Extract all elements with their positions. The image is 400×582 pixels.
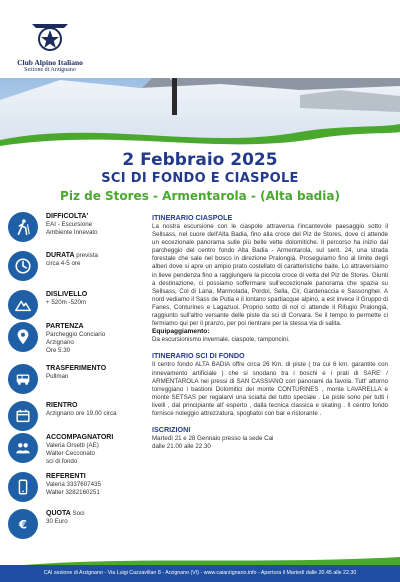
info-departure	[8, 322, 150, 362]
group-icon	[8, 433, 38, 463]
club-section: Sezione di Arzignano	[24, 67, 76, 73]
info-guides	[8, 433, 150, 473]
info-line: circa 4-5 ore	[46, 260, 81, 267]
info-label-suffix: Soci	[70, 510, 85, 517]
info-label-suffix: prevista	[74, 252, 98, 259]
info-text	[46, 402, 150, 418]
description-column	[152, 213, 388, 451]
info-line: Ambiente Innevato	[46, 229, 98, 236]
hiker-icon	[8, 212, 38, 242]
info-label: REFERENTI	[46, 473, 86, 480]
info-text	[46, 434, 150, 466]
svg-text:€: €	[18, 517, 28, 532]
footer-bar	[0, 565, 400, 582]
event-date: 2 Febbraio 2025	[122, 150, 278, 170]
club-name: Club Alpino Italiano	[17, 58, 83, 67]
info-line: Ore 5.30	[46, 347, 71, 354]
info-text	[46, 473, 150, 497]
info-line: Valeria Orsetti (AE)	[46, 442, 99, 449]
title-block	[0, 146, 400, 205]
event-activity: SCI DI FONDO E CIASPOLE	[101, 171, 299, 186]
info-difficulty	[8, 212, 150, 252]
info-text	[46, 365, 150, 381]
info-line: Arzignano ore 19.00 circa	[46, 410, 117, 417]
calendar-icon	[8, 401, 38, 431]
info-transfer	[8, 364, 150, 404]
header	[0, 0, 400, 78]
info-line: Valeria 3337607435	[46, 481, 101, 488]
info-line: Walter Cecconato	[46, 450, 95, 457]
location-pin-icon	[8, 322, 38, 352]
info-line: 30 Euro	[46, 518, 68, 525]
mountain-icon	[8, 290, 38, 320]
info-label: DIFFICOLTA'	[46, 213, 89, 220]
info-line: + 520m -520m	[46, 299, 87, 306]
bus-icon	[8, 364, 38, 394]
info-line: Parcheggio Conciario	[46, 331, 106, 338]
fondo-heading: ITINERARIO SCI DI FONDO	[152, 351, 245, 361]
info-label: RIENTRO	[46, 402, 78, 409]
equipment-label: Equipaggiamento:	[152, 328, 210, 336]
registration-line-2: dalle 21.00 alle 22.30	[152, 443, 211, 451]
fondo-text: Il centro fondo ALTA BADIA offre circa 26 Km. di piste ( tra cui 6 km. garantite con innevamento artificiale ) che si snodano tra i boschi e i prati di SARE' / ARMENTAROLA nei pressi di SAN CASSIANO con panorami da favola. Tutt' attorno torreggiano i bastioni Dolomitici del monte CONTURINES , monte LAVARELLA e monte SETSAS per regalarvi una scialta del tutto speciale . Le piste sono per tutti i livelli , dal principiante all' esperto , dalla tecnica classica e skating . Il centro fondo fornisce noleggio attrezzatura, spogliatoi con bar e ristorante .	[152, 361, 388, 417]
info-duration	[8, 251, 150, 291]
info-line: Walter 3282160251	[46, 489, 100, 496]
equipment-text: Da escursionismo invernale, ciaspole, ramponcini.	[152, 336, 290, 344]
info-text	[46, 291, 150, 307]
info-label: DISLIVELLO	[46, 291, 88, 298]
info-text	[46, 252, 150, 268]
euro-icon	[8, 509, 38, 539]
info-text	[46, 510, 150, 526]
info-line: Pullman	[46, 373, 69, 380]
info-text	[46, 213, 150, 237]
info-label: ACCOMPAGNATORI	[46, 434, 114, 441]
info-fee	[8, 509, 150, 549]
info-line: Arzignano	[46, 339, 74, 346]
info-label: DURATA	[46, 252, 75, 259]
footer-text: CAI sezione di Arzignano - Via Luigi Cazzavillan 8 - Arzignano (VI) - www.caiarzignano.info - Apertura il Martedì dalle 20.45 alle 22.30	[43, 570, 357, 576]
ciaspole-text: La nostra escursione con le ciaspole attraversa l'incantevole paesaggio sotto il Sellsass, nel cuore dell'Alta Badia, fino alla croce del Piz de Stores, dove ci attende un eccezionale panorama sulle più belle vette dolomitiche. Il percorso ha inizio dal parcheggio del centro fondo Alta Badia - Armentarola, sul sent. 24, una strada forestale che sale nel bosco in direzione Pralongià. Proseguiamo fino al limite degli alberi dove si apre un ampio prato costellato di caratteristiche baite. Lo attraversiamo in lieve pendenza fino a raggiungere la piccola croce di vetta del Piz de Stores. Giunti a destinazione, ci possiamo soffermare sull'eccezionale panorama che spazia su Sellsass, Col di Lana, Marmolada, Pordoi, Sella, Cir, Gardenaccia e Sassongher. A nord vediamo il Sass de Putia e il lontano spartiacque alpino, a est invece il Gruppo di Fanes, Conturines e Lagazuoi. Proprio sotto di noi ci attende il Rifugio Pralongià, raggiunto sull'altro versante delle piste da sci di Corvara. Se il tempo lo permette ci fermiamo qui per il pranzo, per poi rientrare per la stessa via di salita.	[152, 223, 388, 328]
info-label: TRASFERIMENTO	[46, 365, 107, 372]
registration-heading: ISCRIZIONI	[152, 425, 191, 435]
cai-logo-icon	[30, 14, 70, 54]
info-label: QUOTA	[46, 510, 71, 517]
event-location: Piz de Stores - Armentarola - (Alta badia)	[60, 189, 340, 203]
info-contacts	[8, 472, 150, 512]
info-line: sci di fondo	[46, 458, 78, 465]
info-text	[46, 323, 150, 355]
info-line: EAI - Escursione	[46, 221, 93, 228]
registration-line-1: Martedì 21 e 28 Gennaio presso la sede Cai	[152, 435, 274, 443]
phone-icon	[8, 472, 38, 502]
info-label: PARTENZA	[46, 323, 84, 330]
clock-icon	[8, 251, 38, 281]
ciaspole-heading: ITINERARIO CIASPOLE	[152, 213, 233, 222]
